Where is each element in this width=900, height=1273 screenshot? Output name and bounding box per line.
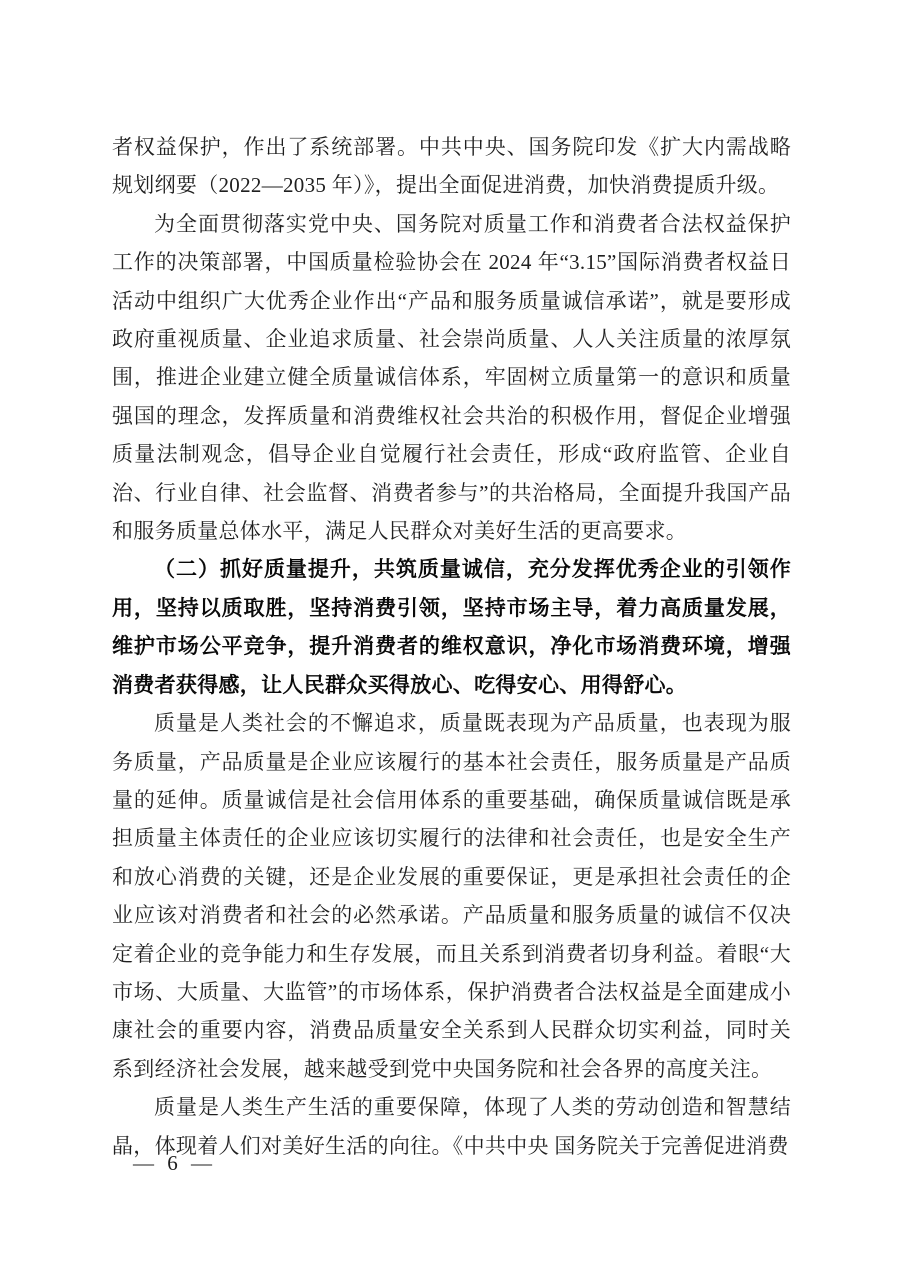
page-number: — 6 — [133,1151,216,1175]
quality-integrity-paragraph: 质量是人类社会的不懈追求，质量既表现为产品质量，也表现为服务质量，产品质量是企业应该履行的基本社会责任，服务质量是产品质量的延伸。质量诚信是社会信用体系的重要基础，确保质量诚信既是承担质量主体责任的企业应该切实履行的法律和社会责任，也是安全生产和放心消费的关键，还是企业发展的重要保证，更是承担社会责任的企业应该对消费者和社会的必然承诺。产品质量和服务质量的诚信不仅决定着企业的竞争能力和生存发展，而且关系到消费者切身利益。着眼“大市场、大质量、大监管”的市场体系，保护消费者合法权益是全面建成小康社会的重要内容，消费品质量安全关系到人民群众切实利益，同时关系到经济社会发展，越来越受到党中央国务院和社会各界的高度关注。 [112,711,791,1081]
continuation-paragraph: 者权益保护，作出了系统部署。中共中央、国务院印发《扩大内需战略规划纲要（2022—2035 年）》，提出全面促进消费，加快消费提质升级。 [112,135,791,198]
implementation-paragraph: 为全面贯彻落实党中央、国务院对质量工作和消费者合法权益保护工作的决策部署，中国质量检验协会在 2024 年“3.15”国际消费者权益日活动中组织广大优秀企业作出“产品和服务质量诚信承诺”，就是要形成政府重视质量、企业追求质量、社会崇尚质量、人人关注质量的浓厚氛围，推进企业建立健全质量诚信体系，牢固树立质量第一的意识和质量强国的理念，发挥质量和消费维权社会共治的积极作用，督促企业增强质量法制观念，倡导企业自觉履行社会责任，形成“政府监管、企业自治、行业自律、社会监督、消费者参与”的共治格局，全面提升我国产品和服务质量总体水平，满足人民群众对美好生活的更高要求。 [112,211,791,544]
section-2-heading-paragraph: （二）抓好质量提升，共筑质量诚信，充分发挥优秀企业的引领作用，坚持以质取胜，坚持消费引领，坚持市场主导，着力高质量发展，维护市场公平竞争，提升消费者的维权意识，净化市场消费环境，增强消费者获得感，让人民群众买得放心、吃得安心、用得舒心。 [112,557,791,697]
document-page-body [112,128,791,1165]
closing-paragraph: 质量是人类生产生活的重要保障，体现了人类的劳动创造和智慧结晶，体现着人们对美好生活的向往。《中共中央 国务院关于完善促进消费 [112,1095,791,1158]
